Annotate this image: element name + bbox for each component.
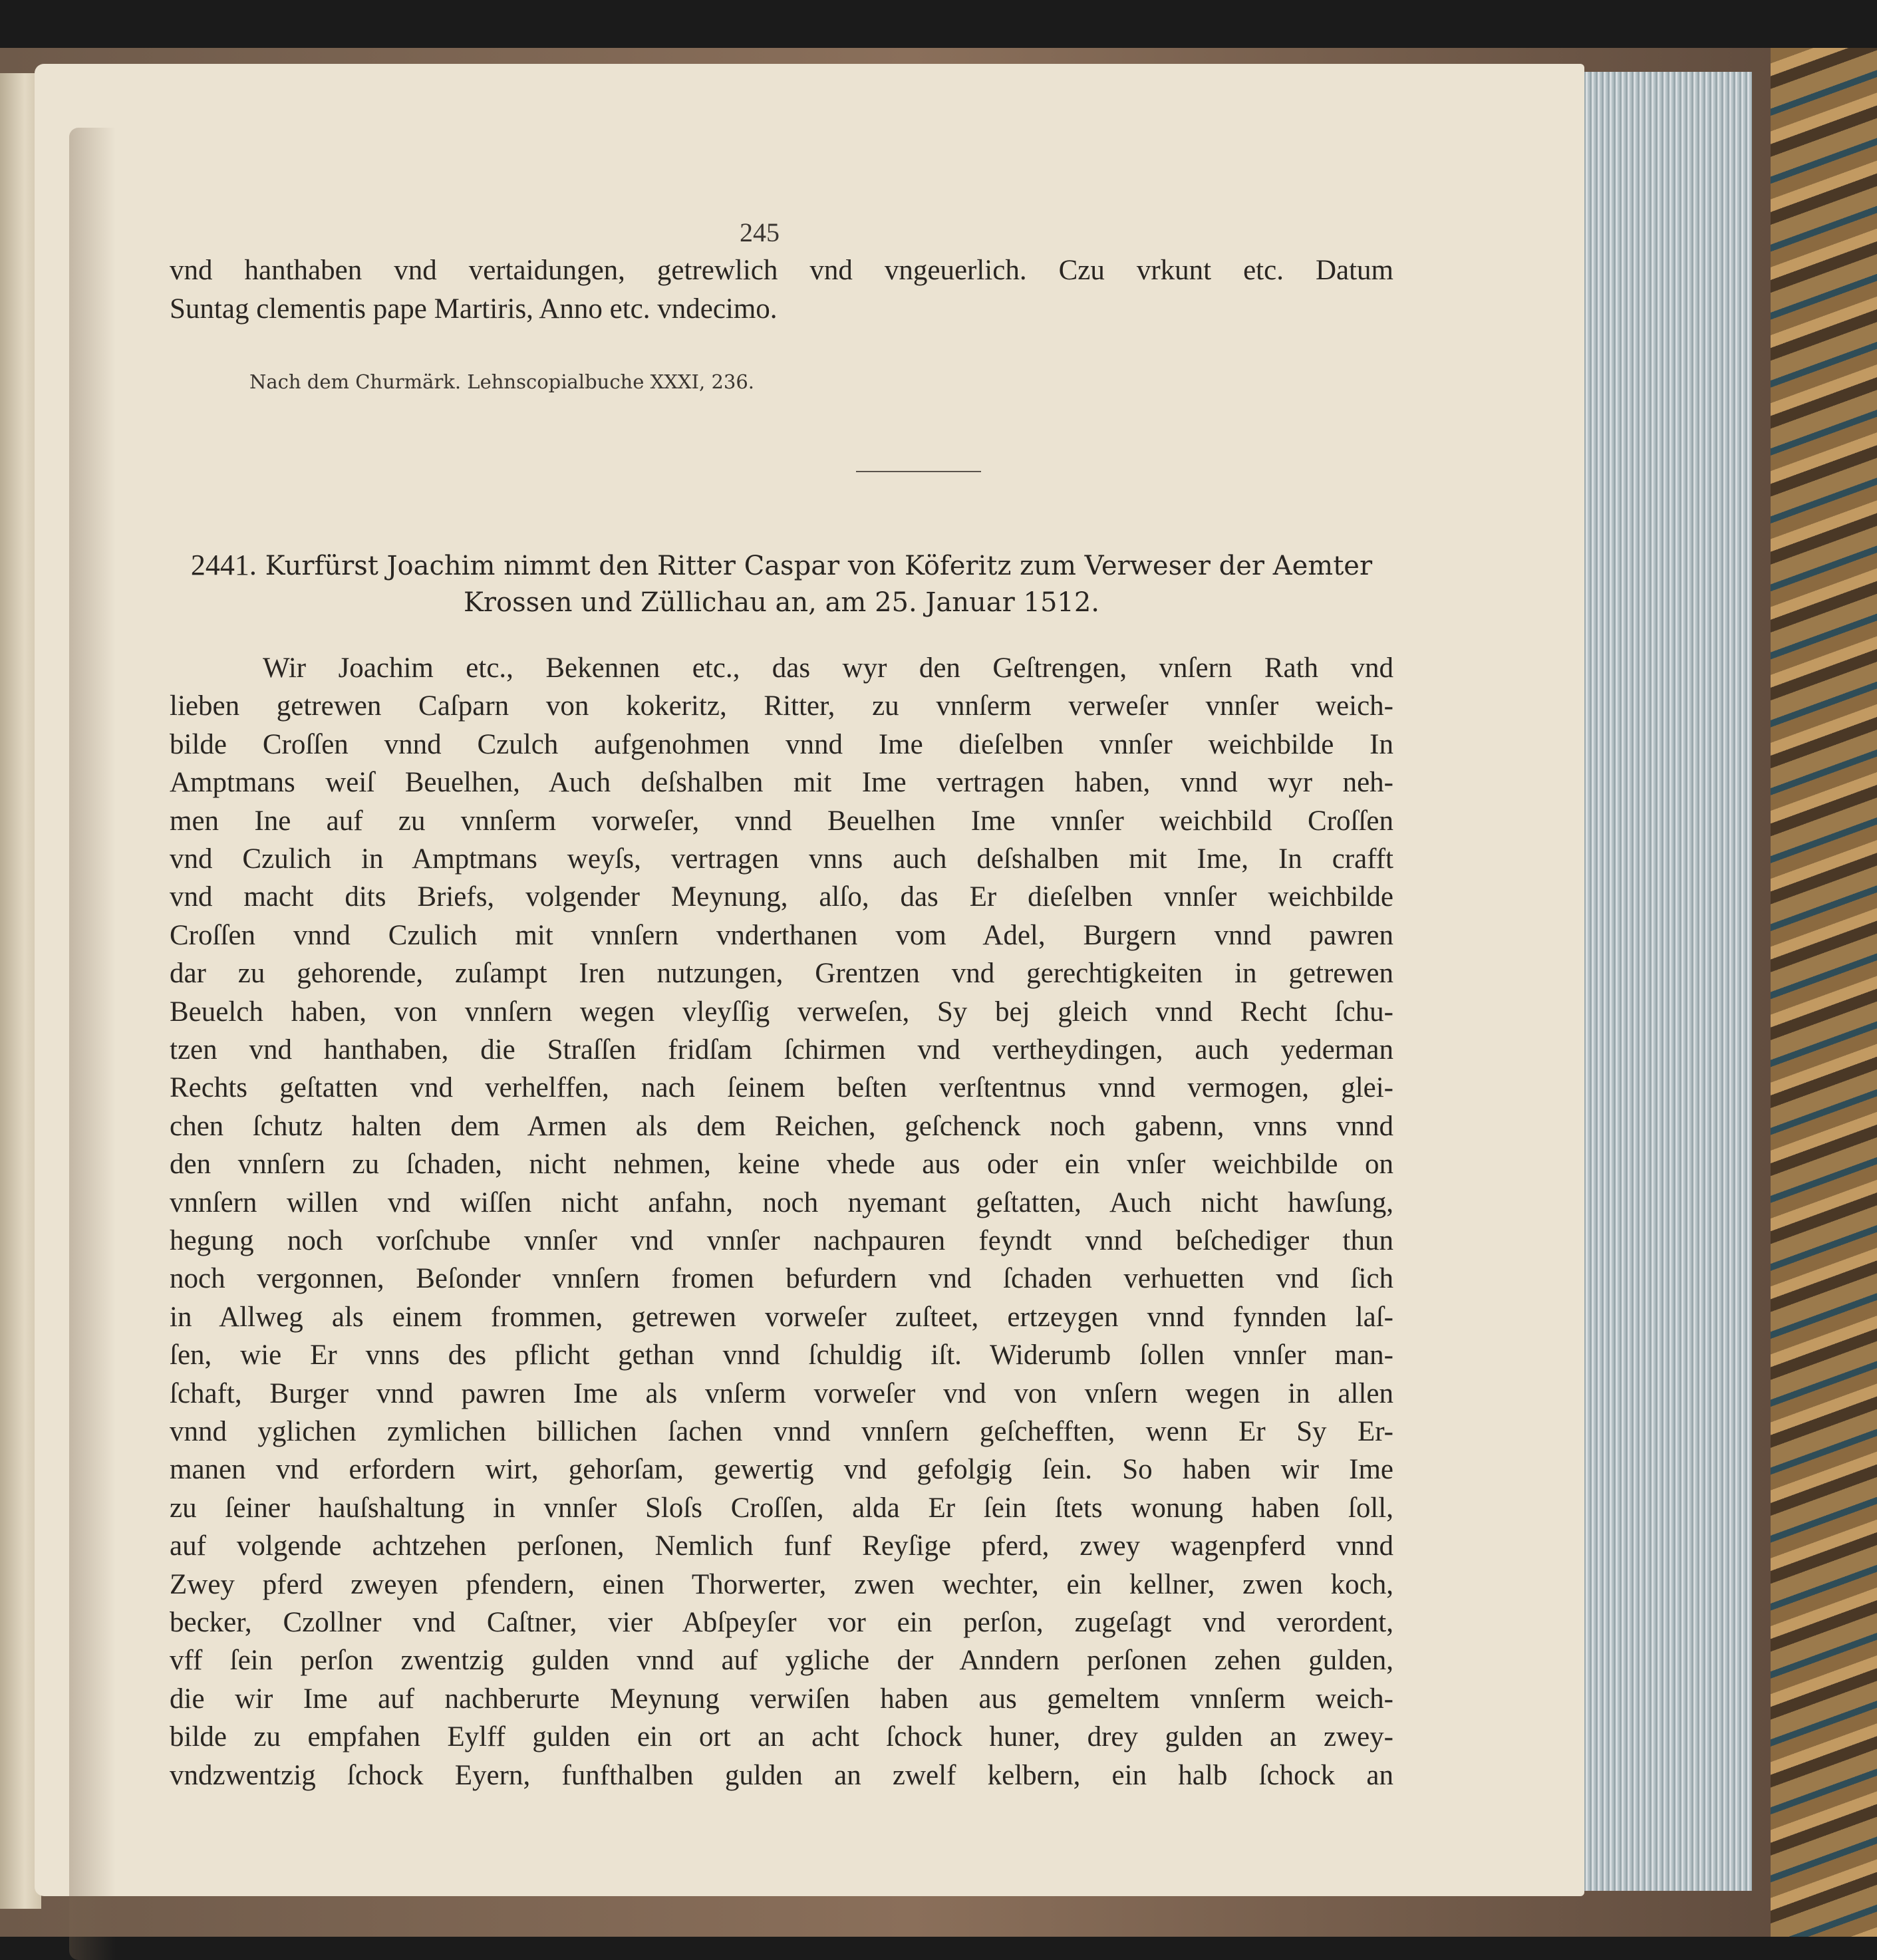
body-line: Zwey pferd zweyen pfendern, einen Thorwerter, zwen wechter, ein kellner, zwen koch, xyxy=(170,1568,1393,1600)
body-line: ſchaft, Burger vnnd pawren Ime als vnſerm vorweſer vnd von vnſern wegen in allen xyxy=(170,1377,1393,1409)
intro-line: Suntag clementis pape Martiris, Anno etc. vndecimo. xyxy=(170,293,778,325)
page-block-edge xyxy=(1578,72,1752,1891)
body-line: men Ine auf zu vnnſerm vorweſer, vnnd Beuelhen Ime vnnſer weichbild Croſſen xyxy=(170,805,1393,837)
body-line: vnd Czulich in Amptmans weyſs, vertragen vnns auch deſshalben mit Ime, In crafft xyxy=(170,843,1393,875)
body-line: bilde Croſſen vnnd Czulch aufgenohmen vnnd Ime dieſelben vnnſer weichbilde In xyxy=(170,728,1393,760)
body-line: vnnd yglichen zymlichen billichen ſachen vnnd vnnſern geſchefften, wenn Er Sy Er- xyxy=(170,1416,1393,1447)
body-line: noch vergonnen, Beſonder vnnſern fromen befurdern vnd ſchaden verhuetten vnd ſich xyxy=(170,1263,1393,1295)
document-heading xyxy=(170,546,1393,585)
body-line: vff ſein perſon zwentzig gulden vnnd auf ygliche der Anndern perſonen zehen gulden, xyxy=(170,1645,1393,1677)
body-line: chen ſchutz halten dem Armen als dem Reichen, geſchenck noch gabenn, vnns vnnd xyxy=(170,1110,1393,1142)
heading-line-2: Krossen und Züllichau an, am 25. Januar 1512. xyxy=(463,587,1099,618)
heading-line-1: Kurfürst Joachim nimmt den Ritter Caspar von Köferitz zum Verweser der Aemter xyxy=(265,551,1373,581)
body-line: Rechts geſtatten vnd verhelffen, nach ſeinem beſten verſtentnus vnnd vermogen, glei- xyxy=(170,1072,1393,1104)
body-line: vnd macht dits Briefs, volgender Meynung, alſo, das Er dieſelben vnnſer weichbilde xyxy=(170,881,1393,913)
body-line: tzen vnd hanthaben, die Straſſen fridſam ſchirmen vnd vertheydingen, auch yederman xyxy=(170,1034,1393,1065)
document-number: 2441. xyxy=(190,549,257,581)
body-line: Beuelch haben, von vnnſern wegen vleyſſig verweſen, Sy bej gleich vnnd Recht ſchu- xyxy=(170,996,1393,1028)
body-line: vndzwentzig ſchock Eyern, funfthalben gulden an zwelf kelbern, ein halb ſchock an xyxy=(170,1759,1393,1791)
body-line: die wir Ime auf nachberurte Meynung verwiſen haben aus gemeltem vnnſerm weich- xyxy=(170,1683,1393,1715)
book-page xyxy=(35,64,1584,1896)
body-line: ſen, wie Er vnns des pflicht gethan vnnd ſchuldig iſt. Widerumb ſollen vnnſer man- xyxy=(170,1339,1393,1371)
body-line: hegung noch vorſchube vnnſer vnd vnnſer nachpauren feyndt vnnd beſchediger thun xyxy=(170,1225,1393,1256)
body-line: bilde zu empfahen Eylff gulden ein ort an acht ſchock huner, drey gulden an zwey- xyxy=(170,1721,1393,1753)
body-line: auf volgende achtzehen perſonen, Nemlich funf Reyſige pferd, zwey wagenpferd vnnd xyxy=(170,1530,1393,1562)
body-line: vnnſern willen vnd wiſſen nicht anfahn, noch nyemant geſtatten, Auch nicht hawſung, xyxy=(170,1187,1393,1218)
body-line: Croſſen vnnd Czulich mit vnnſern vnderthanen vom Adel, Burgern vnnd pawren xyxy=(170,919,1393,951)
body-line: Amptmans weiſ Beuelhen, Auch deſshalben mit Ime vertragen haben, vnnd wyr neh- xyxy=(170,767,1393,799)
body-line: becker, Czollner vnd Caſtner, vier Abſpeyſer vor ein perſon, zugeſagt vnd verordent, xyxy=(170,1607,1393,1638)
marbled-cover-edge xyxy=(1771,48,1877,1937)
body-line: in Allweg als einem frommen, getrewen vorweſer zuſteet, ertzeygen vnnd fynnden laſ- xyxy=(170,1301,1393,1333)
body-line: dar zu gehorende, zuſampt Iren nutzungen, Grentzen vnd gerechtigkeiten in getrewen xyxy=(170,958,1393,990)
section-divider xyxy=(856,471,981,472)
source-note: Nach dem Churmärk. Lehnscopialbuche XXXI, 236. xyxy=(249,370,755,393)
body-line: den vnnſern zu ſchaden, nicht nehmen, keine vhede aus oder ein vnſer weichbilde on xyxy=(170,1149,1393,1181)
intro-line: vnd hanthaben vnd vertaidungen, getrewlich vnd vngeuerlich. Czu vrkunt etc. Datum xyxy=(170,255,1393,286)
body-line: Wir Joachim etc., Bekennen etc., das wyr den Geſtrengen, vnſern Rath vnd xyxy=(263,652,1393,684)
gutter-shadow xyxy=(69,128,116,1960)
body-line: lieben getrewen Caſparn von kokeritz, Ritter, zu vnnſerm verweſer vnnſer weich- xyxy=(170,690,1393,722)
page-number: 245 xyxy=(740,217,780,247)
body-line: zu ſeiner hauſshaltung in vnnſer Sloſs Croſſen, alda Er ſein ſtets wonung haben ſoll, xyxy=(170,1492,1393,1524)
body-line: manen vnd erfordern wirt, gehorſam, gewertig vnd gefolgig ſein. So haben wir Ime xyxy=(170,1454,1393,1486)
